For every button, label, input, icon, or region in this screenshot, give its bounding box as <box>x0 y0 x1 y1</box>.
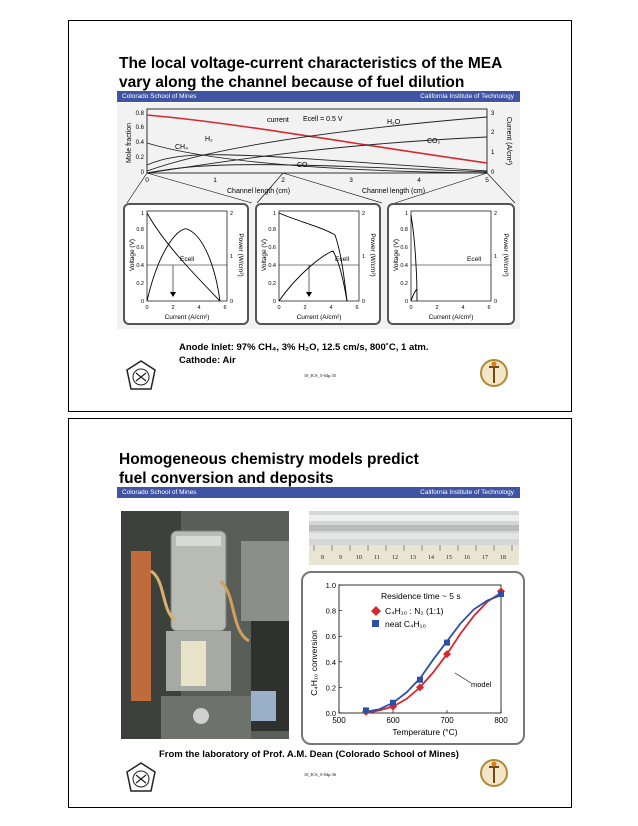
y-tick-label: 1.0 <box>325 581 336 590</box>
title-line-1: Homogeneous chemistry models predict <box>119 451 419 468</box>
y-tick: 0.6 <box>400 245 408 251</box>
x-tick: 2 <box>281 177 285 184</box>
ruler-number: 9 <box>339 555 342 561</box>
ruler-number: 10 <box>356 555 362 561</box>
caltech-label: California Institute of Technology <box>420 93 514 100</box>
lab-apparatus-photo <box>121 511 289 739</box>
y2-tick: 2 <box>362 211 366 217</box>
tube-ruler-photo <box>309 511 519 565</box>
model-pointer <box>455 673 471 683</box>
label-h2: H₂ <box>205 136 213 143</box>
label-co: CO <box>297 162 308 169</box>
x-tick: 4 <box>197 305 201 311</box>
top-x-ticks <box>145 177 489 184</box>
y2-tick: 0 <box>230 299 234 305</box>
y-tick: 0.2 <box>136 281 144 287</box>
y2-ticks <box>494 211 497 305</box>
x-axis-label: Temperature (°C) <box>392 727 458 737</box>
y-ticks <box>400 211 408 305</box>
y-tick: 1 <box>404 211 408 217</box>
top-x-label-1: Channel length (cm) <box>227 188 291 195</box>
residence-time-annotation: Residence time ~ 5 s <box>381 591 461 601</box>
polarization-plot-2 <box>255 203 381 325</box>
slide-footer: 10_ICS_5-04p.35 <box>303 373 337 378</box>
csm-seal-icon <box>124 761 158 795</box>
x-tick: 6 <box>487 305 491 311</box>
power-curve <box>411 289 417 301</box>
y-tick: 0.2 <box>400 281 408 287</box>
top-y-left-ticks <box>136 111 145 176</box>
power-axis-label: Power (W/cm²) <box>502 233 509 277</box>
label-ch4: CH₄ <box>175 144 188 151</box>
x-tick: 6 <box>223 305 227 311</box>
connector <box>487 173 515 203</box>
y-tick: 0.4 <box>136 263 144 269</box>
y-tick: 0 <box>272 299 276 305</box>
x-ticks <box>409 305 490 311</box>
slide-1 <box>68 20 572 412</box>
current-axis-label: Current (A/cm²) <box>296 314 342 321</box>
ruler-number: 12 <box>392 555 398 561</box>
x-tick: 3 <box>349 177 353 184</box>
x-tick-label: 500 <box>332 716 346 725</box>
y2-tick: 2 <box>491 130 495 136</box>
ecell-tag: Ecell <box>180 256 195 263</box>
cathode: Cathode: Air <box>179 355 236 366</box>
y-tick: 1 <box>272 211 276 217</box>
y-tick: 0.8 <box>135 111 144 117</box>
label-co2: CO₂ <box>427 138 441 145</box>
y-tick: 1 <box>140 211 144 217</box>
ruler-number: 15 <box>446 555 452 561</box>
label-h2o: H₂O <box>387 119 401 126</box>
title-line-2: vary along the channel because of fuel dilution <box>119 74 465 91</box>
conversion-chart <box>301 571 525 745</box>
y-tick: 0 <box>140 170 144 176</box>
caltech-label: California Institute of Technology <box>420 489 514 496</box>
data-point-square <box>444 640 450 646</box>
x-tick: 2 <box>303 305 307 311</box>
x-tick: 0 <box>145 177 149 184</box>
slide-2 <box>68 418 572 808</box>
y-tick-label: 0.0 <box>325 709 336 718</box>
ruler-number: 11 <box>374 555 380 561</box>
slide-title <box>119 54 502 92</box>
top-y-left-label: Mole fraction <box>126 122 133 164</box>
conditions-text <box>179 341 429 367</box>
ruler-number: 16 <box>464 555 470 561</box>
x-ticks <box>145 305 226 311</box>
data-point-square <box>363 707 369 713</box>
y-tick-label: 0.4 <box>325 657 336 667</box>
y-tick: 0.8 <box>268 227 276 233</box>
title-line-1: The local voltage-current characteristics of the MEA <box>119 55 503 72</box>
y2-tick: 0 <box>491 170 495 176</box>
credit-text: From the laboratory of Prof. A.M. Dean (Colorado School of Mines) <box>159 749 459 760</box>
x-tick: 5 <box>485 177 489 184</box>
polarization-plot-1 <box>123 203 249 325</box>
x-tick: 4 <box>461 305 465 311</box>
x-tick: 0 <box>277 305 281 311</box>
ecell-tag: Ecell <box>467 256 482 263</box>
csm-label: Colorado School of Mines <box>122 93 197 100</box>
y-ticks <box>268 211 276 305</box>
x-tick: 0 <box>409 305 413 311</box>
affiliation-bar <box>117 91 520 102</box>
data-point-square <box>417 677 423 683</box>
ch4-curve <box>147 143 487 173</box>
ruler-number: 17 <box>482 555 488 561</box>
plot-frame <box>339 585 501 713</box>
csm-label: Colorado School of Mines <box>122 489 197 496</box>
y2-tick: 0 <box>362 299 366 305</box>
ruler-number: 14 <box>428 555 434 561</box>
data-point-square <box>390 700 396 706</box>
x-tick: 2 <box>435 305 439 311</box>
legend-marker-diamond <box>371 606 381 616</box>
y-tick: 0 <box>140 299 144 305</box>
y2-tick: 2 <box>494 211 498 217</box>
y2-tick: 2 <box>230 211 234 217</box>
voltage-axis-label: Voltage (V) <box>261 238 268 272</box>
current-axis-label: Current (A/cm²) <box>164 314 210 321</box>
y2-ticks <box>230 211 233 305</box>
conversion-chart-svg <box>303 573 523 743</box>
y2-tick: 1 <box>491 150 495 156</box>
current-axis-label: Current (A/cm²) <box>428 314 474 321</box>
top-y-right-label: Current (A/cm²) <box>505 116 512 166</box>
data-point-square <box>498 591 504 597</box>
y-ticks <box>136 211 144 305</box>
ecell-label: Ecell = 0.5 V <box>303 116 343 123</box>
connector <box>127 173 147 203</box>
y-tick-label: 0.2 <box>325 683 336 693</box>
slide-title <box>119 450 419 488</box>
ecell-tag: Ecell <box>335 256 350 263</box>
polarization-plot-2-svg <box>257 205 379 323</box>
voltage-axis-label: Voltage (V) <box>393 238 400 272</box>
polarization-plot-1-svg <box>125 205 247 323</box>
y-tick: 0.6 <box>268 245 276 251</box>
legend-label-2: neat C₄H₁₀ <box>385 619 427 629</box>
anode-inlet: Anode Inlet: 97% CH₄, 3% H₂O, 12.5 cm/s, 800˚C, 1 atm. <box>179 342 429 353</box>
x-tick: 6 <box>355 305 359 311</box>
y2-tick: 0 <box>494 299 498 305</box>
y2-tick: 1 <box>362 254 366 260</box>
polarization-plot-3 <box>387 203 515 325</box>
y-tick: 0.2 <box>268 281 276 287</box>
x-tick: 4 <box>417 177 421 184</box>
legend-marker-square <box>372 620 379 627</box>
y-tick: 0.6 <box>135 125 144 131</box>
title-line-2: fuel conversion and deposits <box>119 470 334 487</box>
y-tick-label: 0.6 <box>325 632 336 642</box>
y2-ticks <box>362 211 365 305</box>
model-label: model <box>471 680 492 689</box>
y-tick-label: 0.8 <box>325 606 336 616</box>
y-tick: 0.8 <box>400 227 408 233</box>
slide-footer: 10_ICS_5-04p.36 <box>303 772 337 777</box>
x-tick: 0 <box>145 305 149 311</box>
y-tick: 0.4 <box>400 263 408 269</box>
ruler-number: 18 <box>500 555 506 561</box>
power-axis-label: Power (W/cm²) <box>237 233 244 277</box>
y-tick: 0.8 <box>136 227 144 233</box>
y2-tick: 3 <box>491 111 495 117</box>
top-y-right-ticks <box>491 111 495 176</box>
lab-apparatus-svg <box>121 511 289 739</box>
ruler-number: 8 <box>321 555 324 561</box>
label-current: current <box>267 117 289 124</box>
y-tick: 0.6 <box>136 245 144 251</box>
voltage-curve <box>411 215 417 301</box>
x-tick: 2 <box>171 305 175 311</box>
arrow-head <box>306 292 312 297</box>
polarization-plot-3-svg <box>389 205 513 323</box>
legend-label-1: C₄H₁₀ : N₂ (1:1) <box>385 606 444 616</box>
x-ticks <box>277 305 358 311</box>
arrow-head <box>170 292 176 297</box>
voltage-axis-label: Voltage (V) <box>129 238 136 272</box>
x-tick: 4 <box>329 305 333 311</box>
ruler-number: 13 <box>410 555 416 561</box>
x-tick-label: 800 <box>494 716 508 725</box>
y2-tick: 1 <box>230 254 234 260</box>
chart-axes <box>326 581 509 725</box>
mea-figure <box>117 103 520 329</box>
power-axis-label: Power (W/cm²) <box>369 233 376 277</box>
y-axis-label: C₄H₁₀ conversion <box>309 630 319 696</box>
tube-ruler-svg <box>309 511 519 565</box>
affiliation-bar <box>117 487 520 498</box>
y-tick: 0.2 <box>135 155 144 161</box>
x-tick: 1 <box>213 177 217 184</box>
y-tick: 0.4 <box>268 263 276 269</box>
y-tick: 0 <box>404 299 408 305</box>
x-tick-label: 700 <box>440 716 454 725</box>
top-x-label-2: Channel length (cm) <box>362 188 426 195</box>
x-tick-label: 600 <box>386 716 400 725</box>
h2-curve <box>147 155 487 171</box>
y-tick: 0.4 <box>135 140 144 146</box>
y2-tick: 1 <box>494 254 498 260</box>
